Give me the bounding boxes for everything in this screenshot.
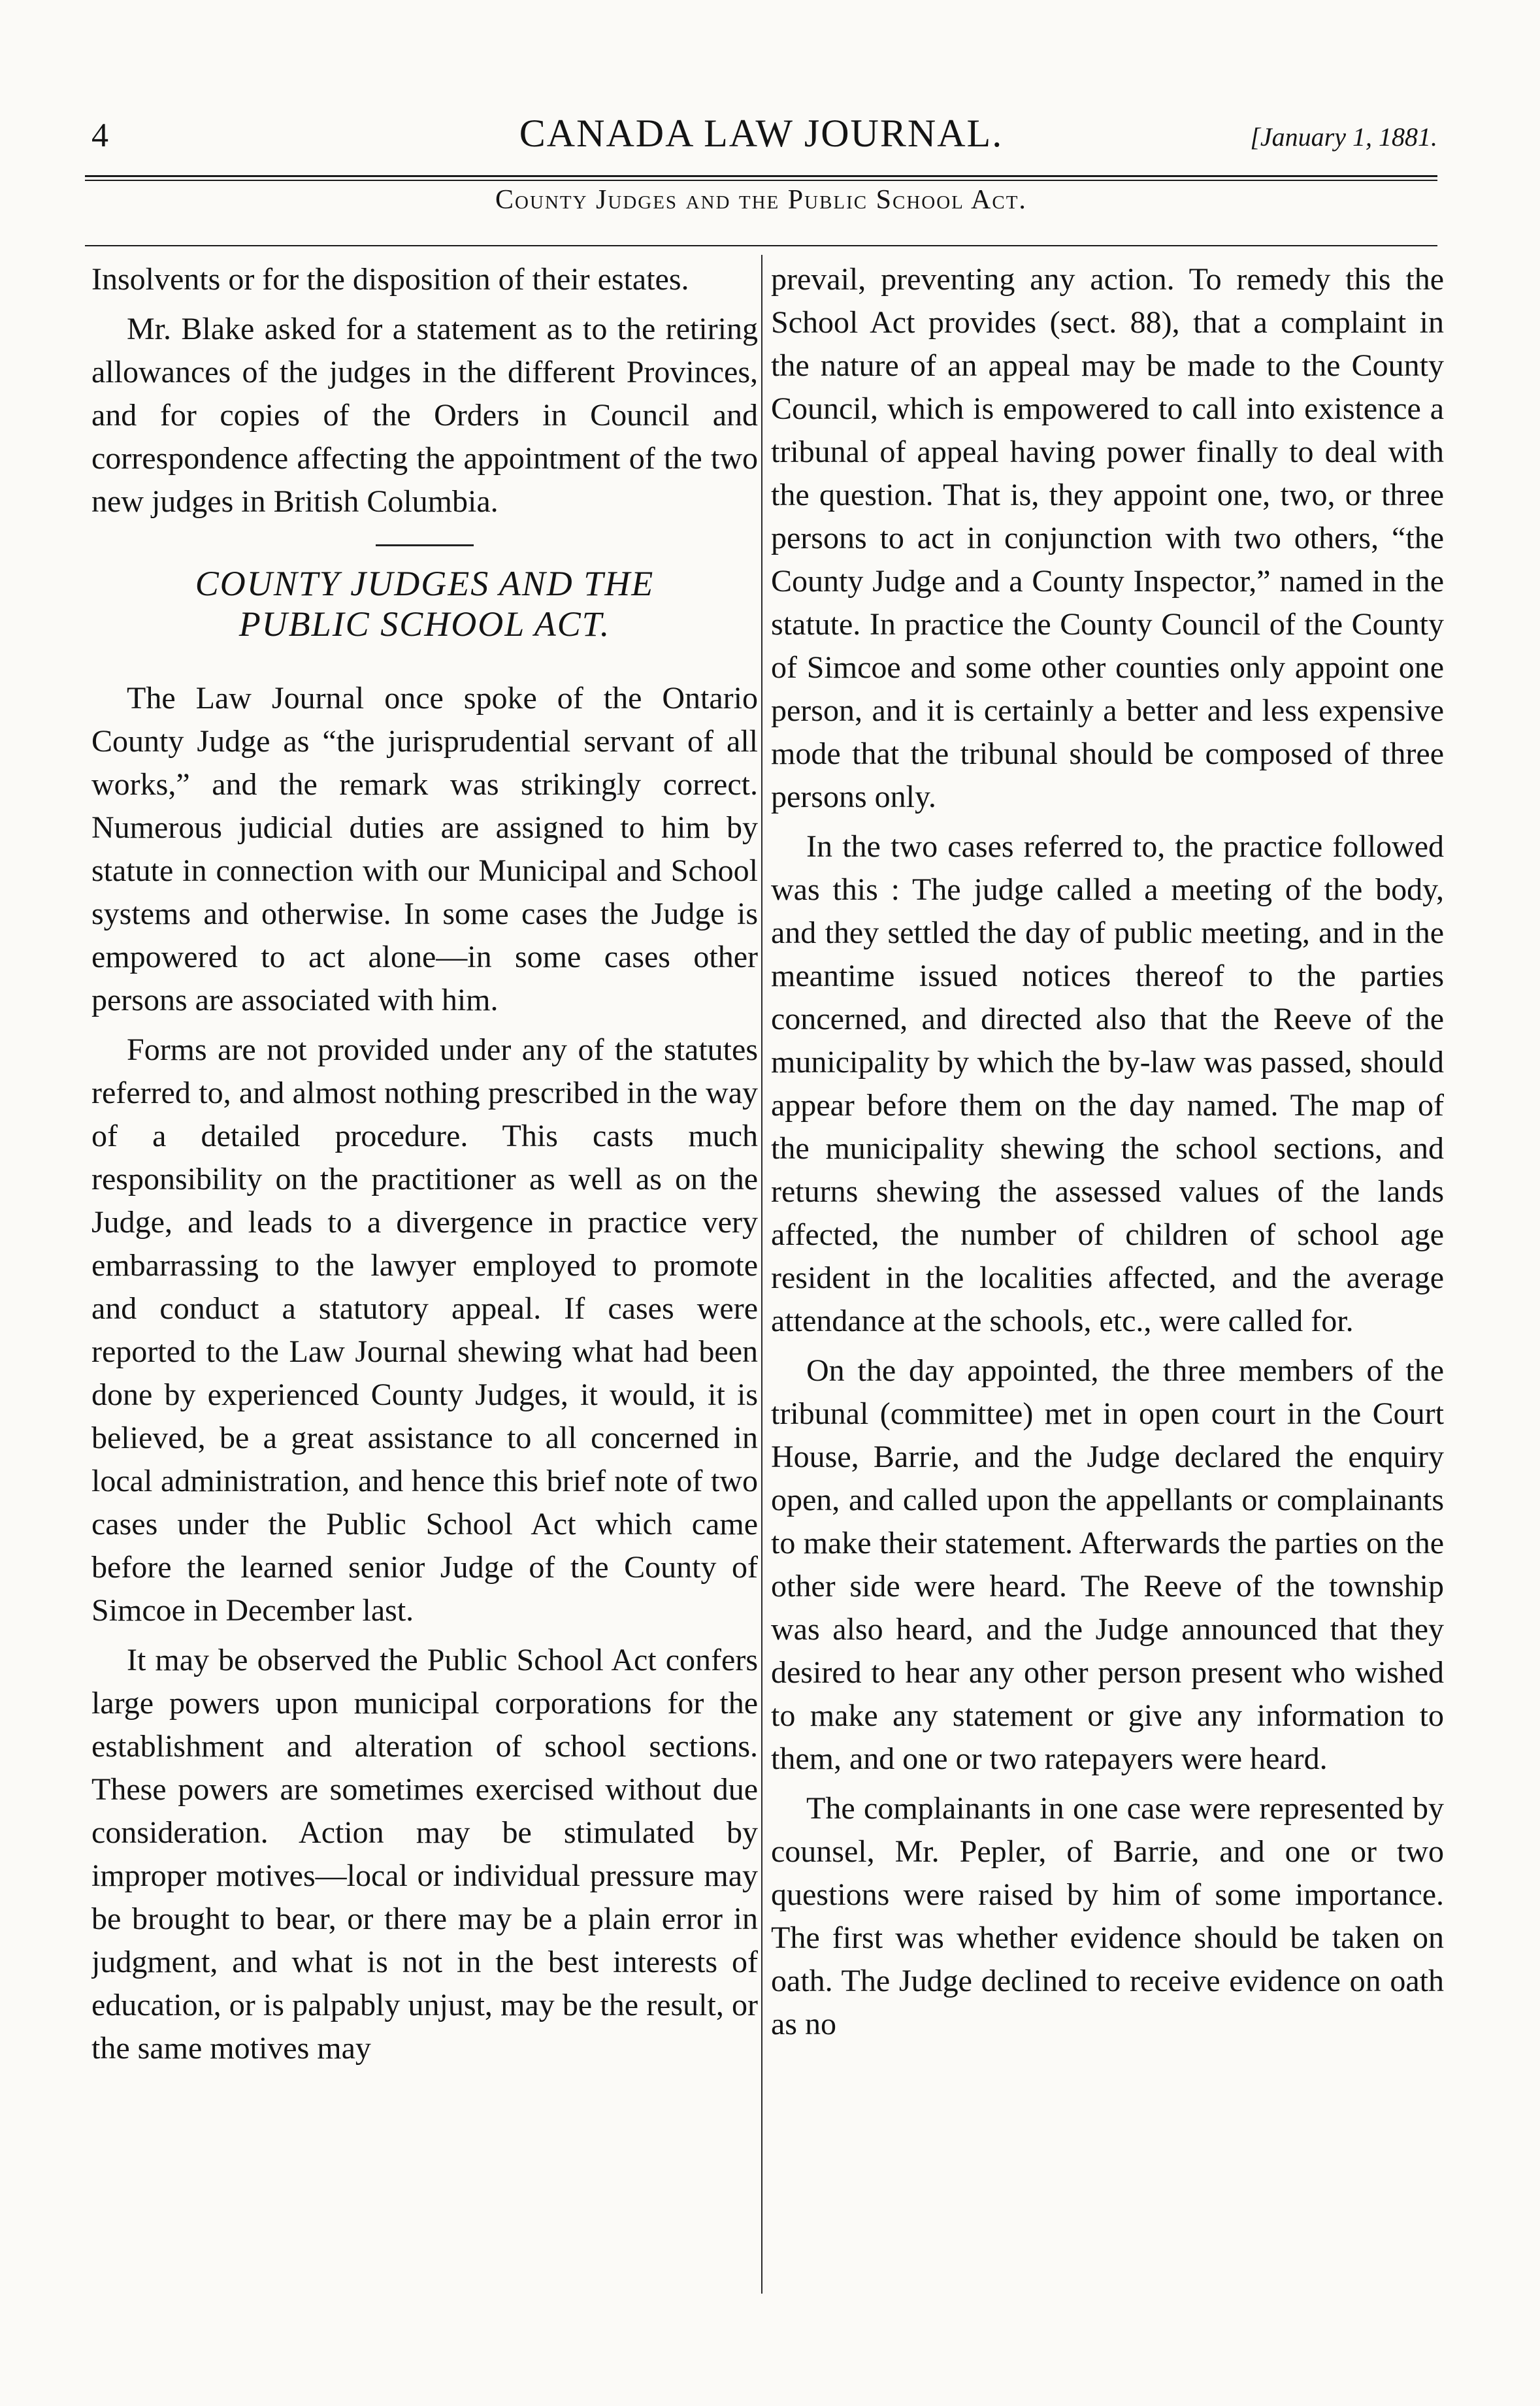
article-title-line: PUBLIC SCHOOL ACT. bbox=[238, 604, 611, 644]
header-rule-thin bbox=[85, 180, 1437, 181]
column-divider bbox=[761, 255, 762, 2294]
article-divider bbox=[376, 544, 474, 546]
paragraph: The complainants in one case were represented by counsel, Mr. Pepler, of Barrie, and one or two questions were raised by him of some importance. The first was whether evidence should be taken on oath. The Judge declined to receive evidence on oath as no bbox=[771, 1791, 1444, 2041]
header-rule bbox=[85, 175, 1437, 177]
issue-date: [January 1, 1881. bbox=[1250, 122, 1437, 152]
paragraph: It may be observed the Public School Act confers large powers upon municipal corporations for the establishment and alteration of school sections. These powers are sometimes exercised without due consideration. Action may be stimulated by improper motives—local or individual pressure may be brought to bear, or there may be a plain error in judgment, and what is not in the best interests of education, or is palpably unjust, may be the result, or the same motives may bbox=[91, 1643, 758, 2066]
paragraph: Insolvents or for the disposition of their estates. bbox=[91, 262, 689, 297]
paragraph: In the two cases referred to, the practice followed was this : The judge called a meeting of the body, and they settled the day of public meeting, and in the meantime issued notices thereof to the parties concerned, and directed also that the Reeve of the municipality by which the by-law was passed, should appear before them on the day named. The map of the municipality shewing the school sections, and returns shewing the assessed values of the lands affected, the number of children of school age resident in the localities affected, and the average attendance at the schools, etc., were called for. bbox=[771, 829, 1444, 1338]
paragraph: On the day appointed, the three members of the tribunal (committee) met in open court in the Court House, Barrie, and the Judge declared the enquiry open, and called upon the appellants or complainants to make their statement. Afterwards the parties on the other side were heard. The Reeve of the township was also heard, and the Judge announced that they desired to hear any other person present who wished to make any statement or give any information to them, and one or two ratepayers were heard. bbox=[771, 1353, 1444, 1776]
section-header: County Judges and the Public School Act. bbox=[495, 185, 1027, 215]
article-title-line: COUNTY JUDGES AND THE bbox=[195, 564, 655, 603]
page-number: 4 bbox=[91, 117, 108, 154]
paragraph: Forms are not provided under any of the statutes referred to, and almost nothing prescribed in the way of a detailed procedure. This casts much responsibility on the practitioner as well as on the Judge, and leads to a divergence in practice very embarrassing to the lawyer employed to promote and conduct a statutory appeal. If cases were reported to the Law Journal shewing what had been done by experienced County Judges, it would, it is believed, be a great assistance to all concerned in local administration, and hence this brief note of two cases under the Public School Act which came before the learned senior Judge of the County of Simcoe in December last. bbox=[91, 1032, 758, 1628]
journal-title: CANADA LAW JOURNAL. bbox=[519, 112, 1004, 155]
running-header bbox=[85, 111, 1437, 170]
paragraph: Mr. Blake asked for a statement as to the retiring allowances of the judges in the different Provinces, and for copies of the Orders in Council and correspondence affecting the appointment of the two new judges in British Columbia. bbox=[91, 312, 758, 519]
left-column bbox=[91, 258, 758, 2290]
paragraph: The Law Journal once spoke of the Ontario County Judge as “the jurisprudential servant of all works,” and the remark was strikingly correct. Numerous judicial duties are assigned to him by statute in connection with our Municipal and School systems and otherwise. In some cases the Judge is empowered to act alone—in some cases other persons are associated with him. bbox=[91, 681, 758, 1017]
right-column bbox=[771, 258, 1444, 2290]
article-title bbox=[91, 563, 758, 644]
paragraph: prevail, preventing any action. To remedy this the School Act provides (sect. 88), that a complaint in the nature of an appeal may be made to the County Council, which is empowered to call into existence a tribunal of appeal having power finally to deal with the question. That is, they appoint one, two, or three persons to act in conjunction with two others, “the County Judge and a County Inspector,” named in the statute. In practice the County Council of the County of Simcoe and some other counties only appoint one person, and it is certainly a better and less expensive mode that the tribunal should be composed of three persons only. bbox=[771, 262, 1444, 814]
section-rule bbox=[85, 245, 1437, 246]
